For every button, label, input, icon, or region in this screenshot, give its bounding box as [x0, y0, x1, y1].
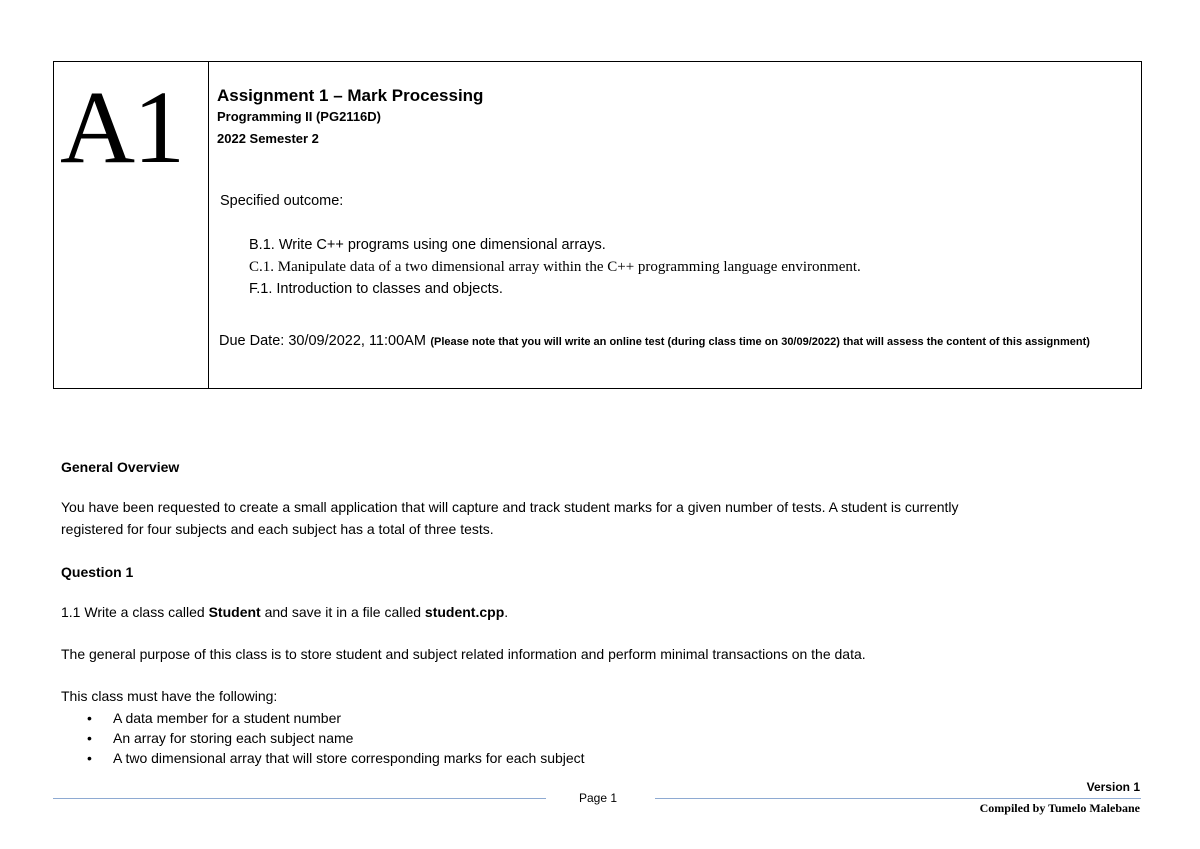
overview-text-line-1: You have been requested to create a small application that will capture and track student marks for a given number of tests. A student is currently [61, 499, 959, 515]
bullet-icon: • [87, 730, 92, 746]
due-date-note: (Please note that you will write an online test (during class time on 30/09/2022) that will assess the content of this assignment) [430, 336, 1090, 348]
outcome-label: Specified outcome: [220, 193, 344, 209]
q11-class-name: Student [208, 604, 261, 620]
list-item-text: An array for storing each subject name [113, 730, 354, 746]
bullet-icon: • [87, 750, 92, 766]
outcome-item: B.1. Write C++ programs using one dimensional arrays. [249, 237, 606, 253]
q11-file-name: student.cpp [424, 604, 505, 620]
list-item-text: A two dimensional array that will store corresponding marks for each subject [113, 750, 585, 766]
course-name: Programming II (PG2116D) [217, 109, 381, 124]
version-label: Version 1 [1086, 780, 1140, 794]
compiled-by: Compiled by Tumelo Malebane [979, 801, 1140, 815]
requirements-list [87, 708, 585, 768]
question-1-1 [61, 604, 508, 620]
list-item [87, 748, 585, 768]
question-heading: Question 1 [61, 564, 134, 580]
due-date: Due Date: 30/09/2022, 11:00AM [219, 333, 426, 349]
purpose-text: The general purpose of this class is to store student and subject related information and perform minimal transactions on the data. [61, 646, 866, 662]
must-have-text: This class must have the following: [61, 688, 278, 704]
assignment-code: A1 [60, 70, 184, 185]
q11-mid: and save it in a file called [260, 604, 425, 620]
bullet-icon: • [87, 710, 92, 726]
list-item-text: A data member for a student number [113, 710, 342, 726]
overview-text-line-2: registered for four subjects and each subject has a total of three tests. [61, 521, 494, 537]
outcome-list [249, 234, 861, 300]
assignment-title: Assignment 1 – Mark Processing [217, 86, 484, 105]
list-item [87, 728, 585, 748]
assignment-details-cell [209, 62, 1141, 388]
outcome-item: C.1. Manipulate data of a two dimensional array within the C++ programming language environment. [249, 259, 861, 275]
assignment-code-cell [54, 62, 209, 388]
page-number: Page 1 [579, 791, 618, 805]
due-date-block [219, 332, 1119, 351]
footer-divider-right [655, 798, 1141, 799]
footer-divider-left [53, 798, 546, 799]
q11-end: . [504, 604, 509, 620]
semester: 2022 Semester 2 [217, 131, 319, 146]
overview-heading: General Overview [61, 459, 180, 475]
outcome-item: F.1. Introduction to classes and objects. [249, 281, 503, 297]
q11-prefix: 1.1 Write a class called [61, 604, 209, 620]
assignment-header-box [53, 61, 1142, 389]
list-item [87, 708, 585, 728]
